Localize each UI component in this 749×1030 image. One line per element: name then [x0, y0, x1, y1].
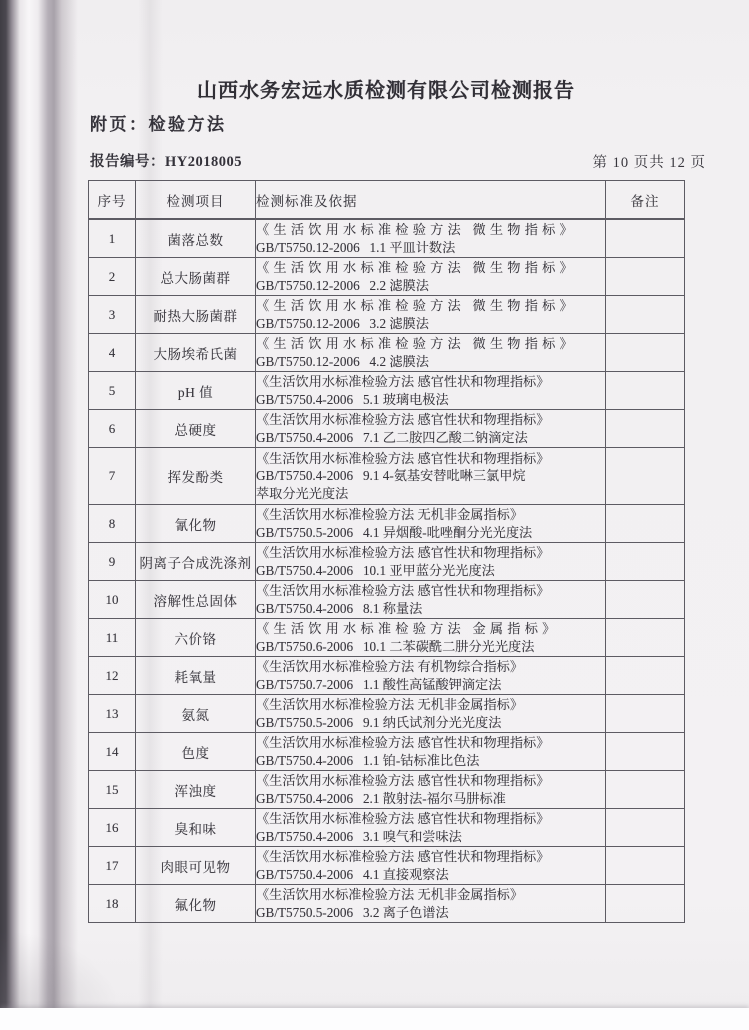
page-curl-shadow: [0, 930, 120, 1010]
table-row: [89, 885, 685, 923]
header-item: 检测项目: [136, 181, 256, 220]
scanner-bed-strip: [0, 1008, 749, 1030]
standard-cell: [256, 885, 606, 923]
remark-cell: [606, 581, 685, 619]
standard-line: 《生活饮用水标准检验方法 感官性状和物理指标》: [256, 412, 550, 428]
standard-line: 《生活饮用水标准检验方法 感官性状和物理指标》: [256, 451, 550, 467]
standard-line: 《生活饮用水标准检验方法 微生物指标》: [256, 222, 577, 238]
standard-cell: [256, 219, 606, 258]
standard-line: GB/T5750.4-2006 3.1 嗅气和尝味法: [256, 828, 462, 844]
standard-line: 《生活饮用水标准检验方法 无机非金属指标》: [256, 887, 524, 903]
standard-line: 《生活饮用水标准检验方法 感官性状和物理指标》: [256, 811, 550, 827]
remark-cell: [606, 334, 685, 372]
standard-line: 《生活饮用水标准检验方法 感官性状和物理指标》: [256, 735, 550, 751]
standard-line: GB/T5750.4-2006 1.1 铂-钴标准比色法: [256, 752, 480, 768]
test-item-cell: 氨氮: [136, 695, 256, 733]
test-item-cell: 大肠埃希氏菌: [136, 334, 256, 372]
test-item-cell: 总大肠菌群: [136, 258, 256, 296]
standard-cell: [256, 695, 606, 733]
standard-cell: [256, 771, 606, 809]
test-item-cell: 氟化物: [136, 885, 256, 923]
standard-line: GB/T5750.12-2006 1.1 平皿计数法: [256, 239, 456, 255]
table-row: [89, 733, 685, 771]
test-item-cell: 挥发酚类: [136, 448, 256, 505]
test-item-cell: 溶解性总固体: [136, 581, 256, 619]
row-number-cell: 10: [89, 581, 136, 619]
row-number-cell: 18: [89, 885, 136, 923]
standard-line: GB/T5750.4-2006 10.1 亚甲蓝分光光度法: [256, 562, 495, 578]
standard-line: 《生活饮用水标准检验方法 微生物指标》: [256, 336, 577, 352]
remark-cell: [606, 847, 685, 885]
table-row: [89, 543, 685, 581]
table-row: [89, 448, 685, 505]
standard-line: GB/T5750.12-2006 4.2 滤膜法: [256, 353, 429, 369]
standard-line: GB/T5750.4-2006 8.1 称量法: [256, 600, 423, 616]
test-item-cell: 色度: [136, 733, 256, 771]
row-number-cell: 9: [89, 543, 136, 581]
row-number-cell: 4: [89, 334, 136, 372]
standard-cell: [256, 809, 606, 847]
standard-line: 《生活饮用水标准检验方法 感官性状和物理指标》: [256, 773, 550, 789]
standard-line: GB/T5750.5-2006 4.1 异烟酸-吡唑酮分光光度法: [256, 524, 533, 540]
test-item-cell: 耗氧量: [136, 657, 256, 695]
table-row: [89, 847, 685, 885]
standard-line: GB/T5750.12-2006 3.2 滤膜法: [256, 315, 429, 331]
header-remark: 备注: [606, 181, 685, 220]
test-item-cell: 氰化物: [136, 505, 256, 543]
standard-cell: [256, 410, 606, 448]
standard-line: GB/T5750.4-2006 7.1 乙二胺四乙酸二钠滴定法: [256, 429, 528, 445]
row-number-cell: 16: [89, 809, 136, 847]
test-item-cell: 臭和味: [136, 809, 256, 847]
row-number-cell: 12: [89, 657, 136, 695]
table-row: [89, 219, 685, 258]
header-standard: 检测标准及依据: [256, 181, 606, 220]
standard-line: 《生活饮用水标准检验方法 无机非金属指标》: [256, 507, 524, 523]
test-item-cell: 阴离子合成洗涤剂: [136, 543, 256, 581]
row-number-cell: 17: [89, 847, 136, 885]
standard-line: 《生活饮用水标准检验方法 微生物指标》: [256, 260, 577, 276]
standard-line: 《生活饮用水标准检验方法 感官性状和物理指标》: [256, 374, 550, 390]
row-number-cell: 5: [89, 372, 136, 410]
standard-line: GB/T5750.4-2006 5.1 玻璃电极法: [256, 391, 449, 407]
row-number-cell: 6: [89, 410, 136, 448]
test-item-cell: 浑浊度: [136, 771, 256, 809]
standard-line: GB/T5750.5-2006 9.1 纳氏试剂分光光度法: [256, 714, 502, 730]
header-no: 序号: [89, 181, 136, 220]
row-number-cell: 8: [89, 505, 136, 543]
remark-cell: [606, 695, 685, 733]
remark-cell: [606, 733, 685, 771]
remark-cell: [606, 543, 685, 581]
standard-line: 《生活饮用水标准检验方法 微生物指标》: [256, 298, 577, 314]
remark-cell: [606, 885, 685, 923]
standard-line: GB/T5750.7-2006 1.1 酸性高锰酸钾滴定法: [256, 676, 502, 692]
table-row: [89, 258, 685, 296]
test-item-cell: 菌落总数: [136, 219, 256, 258]
table-row: [89, 771, 685, 809]
standard-line: 《生活饮用水标准检验方法 感官性状和物理指标》: [256, 545, 550, 561]
standard-line: GB/T5750.12-2006 2.2 滤膜法: [256, 277, 429, 293]
test-item-cell: 六价铬: [136, 619, 256, 657]
remark-cell: [606, 372, 685, 410]
standard-cell: [256, 448, 606, 505]
standard-line: 《生活饮用水标准检验方法 感官性状和物理指标》: [256, 849, 550, 865]
remark-cell: [606, 410, 685, 448]
row-number-cell: 13: [89, 695, 136, 733]
table-row: [89, 296, 685, 334]
standard-cell: [256, 657, 606, 695]
standard-cell: [256, 258, 606, 296]
row-number-cell: 2: [89, 258, 136, 296]
remark-cell: [606, 505, 685, 543]
table-row: [89, 505, 685, 543]
standard-line: 萃取分光光度法: [256, 485, 349, 501]
table-row: [89, 695, 685, 733]
test-item-cell: 耐热大肠菌群: [136, 296, 256, 334]
page-indicator: 第 10 页共 12 页: [592, 155, 706, 171]
test-item-cell: 总硬度: [136, 410, 256, 448]
standard-line: 《生活饮用水标准检验方法 有机物综合指标》: [256, 659, 524, 675]
standard-line: GB/T5750.4-2006 4.1 直接观察法: [256, 866, 449, 882]
report-number: 报告编号：HY2018005: [90, 154, 242, 170]
remark-cell: [606, 448, 685, 505]
standard-cell: [256, 733, 606, 771]
standard-cell: [256, 505, 606, 543]
remark-cell: [606, 771, 685, 809]
table-row: [89, 809, 685, 847]
standard-cell: [256, 543, 606, 581]
standard-cell: [256, 619, 606, 657]
standard-line: GB/T5750.6-2006 10.1 二苯碳酰二肼分光光度法: [256, 638, 535, 654]
standard-cell: [256, 847, 606, 885]
remark-cell: [606, 657, 685, 695]
attachment-subtitle: 附页：检验方法: [90, 115, 227, 134]
remark-cell: [606, 219, 685, 258]
standard-cell: [256, 334, 606, 372]
row-number-cell: 7: [89, 448, 136, 505]
standard-line: GB/T5750.5-2006 3.2 离子色谱法: [256, 904, 449, 920]
remark-cell: [606, 296, 685, 334]
remark-cell: [606, 258, 685, 296]
standard-line: GB/T5750.4-2006 9.1 4-氨基安替吡啉三氯甲烷: [256, 468, 526, 484]
standard-line: GB/T5750.4-2006 2.1 散射法-福尔马肼标准: [256, 790, 506, 806]
row-number-cell: 3: [89, 296, 136, 334]
row-number-cell: 1: [89, 219, 136, 258]
test-item-cell: pH 值: [136, 372, 256, 410]
row-number-cell: 11: [89, 619, 136, 657]
standard-line: 《生活饮用水标准检验方法 感官性状和物理指标》: [256, 583, 550, 599]
table-row: [89, 657, 685, 695]
methods-table: [88, 180, 685, 923]
standard-cell: [256, 296, 606, 334]
table-row: [89, 581, 685, 619]
standard-cell: [256, 581, 606, 619]
table-row: [89, 410, 685, 448]
standard-line: 《生活饮用水标准检验方法 无机非金属指标》: [256, 697, 524, 713]
table-row: [89, 334, 685, 372]
standard-line: 《生活饮用水标准检验方法 金属指标》: [256, 621, 560, 637]
page-title: 山西水务宏远水质检测有限公司检测报告: [197, 80, 575, 102]
table-row: [89, 619, 685, 657]
row-number-cell: 14: [89, 733, 136, 771]
table-header-row: [89, 181, 685, 220]
test-item-cell: 肉眼可见物: [136, 847, 256, 885]
table-row: [89, 372, 685, 410]
remark-cell: [606, 809, 685, 847]
standard-cell: [256, 372, 606, 410]
row-number-cell: 15: [89, 771, 136, 809]
remark-cell: [606, 619, 685, 657]
